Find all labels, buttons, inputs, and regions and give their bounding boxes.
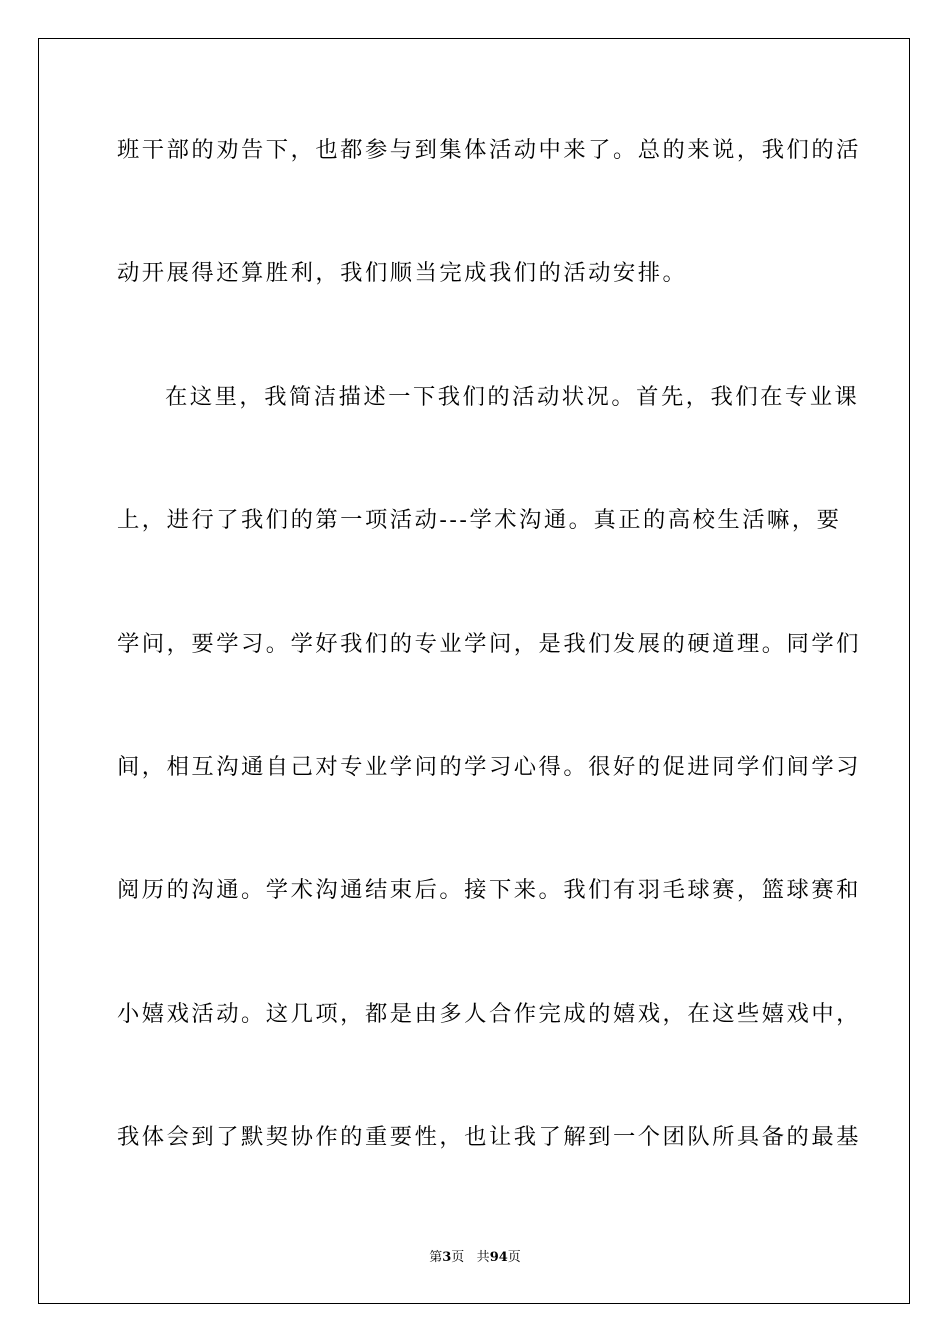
total-suffix: 页 — [507, 1250, 521, 1265]
total-prefix: 共 — [476, 1250, 490, 1265]
paragraph-start-line: 在这里，我简洁描述一下我们的活动状况。首先，我们在专业课 — [165, 383, 860, 410]
text-line: 上，进行了我们的第一项活动---学术沟通。真正的高校生活嘛，要 — [117, 507, 842, 534]
text-line: 我体会到了默契协作的重要性，也让我了解到一个团队所具备的最基 — [117, 1124, 861, 1151]
page-suffix: 页 — [451, 1250, 465, 1265]
total-pages: 94 — [489, 1250, 508, 1265]
page-number: 3 — [442, 1250, 452, 1265]
text-line: 小嬉戏活动。这几项，都是由多人合作完成的嬉戏，在这些嬉戏中， — [117, 1000, 861, 1027]
text-line: 班干部的劝告下，也都参与到集体活动中来了。总的来说，我们的活 — [117, 137, 861, 163]
text-line: 阅历的沟通。学术沟通结束后。接下来。我们有羽毛球赛，篮球赛和 — [117, 877, 861, 904]
text-line: 动开展得还算胜利，我们顺当完成我们的活动安排。 — [117, 260, 688, 287]
page-prefix: 第 — [429, 1250, 443, 1265]
page-footer — [0, 1248, 950, 1268]
text-line: 学问，要学习。学好我们的专业学问，是我们发展的硬道理。同学们 — [117, 630, 861, 657]
document-body — [117, 126, 861, 1237]
text-line: 间，相互沟通自己对专业学问的学习心得。很好的促进同学们间学习 — [117, 753, 861, 780]
